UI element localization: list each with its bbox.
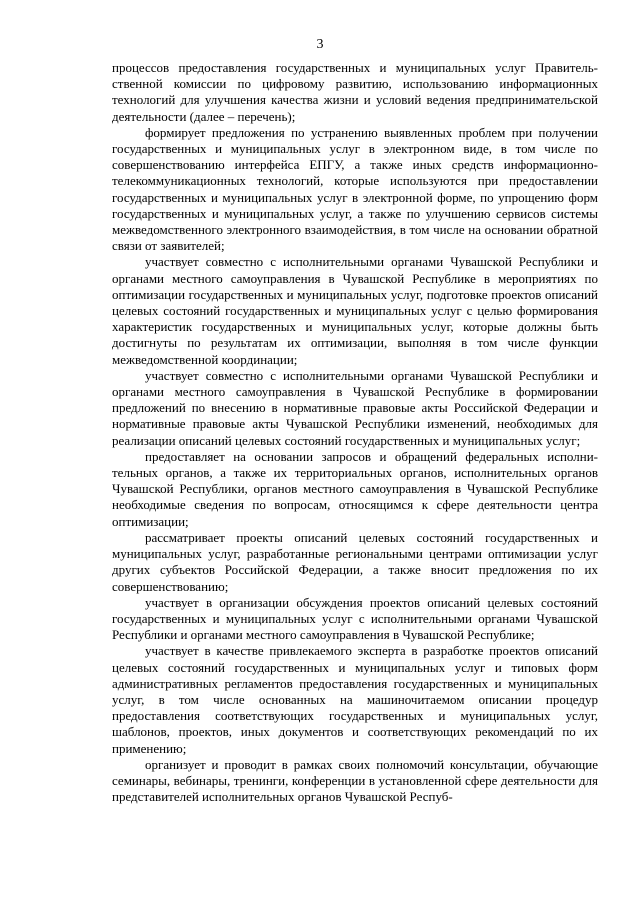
paragraph-consultations: организует и проводит в рамках своих полномочий консультации, обучающие семинары, вебинары, тренинги, конференции в установленной сфере деятельности для представителей исполнительных органов Чувашской Респуб-	[112, 756, 598, 805]
paragraph-legislative-proposals: участвует совместно с исполнительными органами Чувашской Республики и органами местного самоуправления в Чувашской Республике в формировании предложений по внесению в нормативные правовые акты Российской Федерации и нормативные правовые акты Чувашской Республики изменений, необходимых для реализации описаний целевых состояний государственных и муниципальных услуг;	[112, 367, 598, 448]
paragraph-expert-participation: участвует в качестве привлекаемого эксперта в разработке проектов описаний целевых состояний государственных и муниципальных услуг и типовых форм административных регламентов предоставления государственных и муниципальных услуг, в том числе основанных на машиночитаемом описании процедур предоставления соответствующих государственных и муниципальных услуг, шаблонов, проектов, иных документов и соответствующих рекомендаций по их применению;	[112, 643, 598, 756]
paragraph-discussion-organization: участвует в организации обсуждения проектов описаний целевых состояний государственных и муниципальных услуг с исполнительными органами Чувашской Республики и органами местного самоуправления в Чувашской Республике;	[112, 594, 598, 643]
paragraph-review-projects: рассматривает проекты описаний целевых состояний государственных и муниципальных услуг, разработанные региональными центрами оптимизации услуг других субъектов Российской Федерации, а также вносит предложения по их совершенствованию;	[112, 529, 598, 594]
paragraph-information-provision: предоставляет на основании запросов и обращений федеральных исполнительных органов, а также их территориальных органов, исполнительных органов Чувашской Республики, органов местного самоуправления в Чувашской Республике необходимые сведения по вопросам, относящимся к сфере деятельности центра оптимизации;	[112, 448, 598, 529]
document-body	[112, 60, 598, 805]
paragraph-proposals: формирует предложения по устранению выявленных проблем при получении государственных и муниципальных услуг в электронном виде, в том числе по совершенствованию интерфейса ЕПГУ, а также иных средств информационно-телекоммуникационных технологий, которые используются при предоставлении государственных и муниципальных услуг в электронной форме, по упрощению форм государственных и муниципальных услуг, а также по улучшению сервисов системы межведомственного электронного взаимодействия, в том числе на основании обратной связи от заявителей;	[112, 124, 598, 254]
page-number: 3	[316, 37, 324, 52]
paragraph-optimization-participation: участвует совместно с исполнительными органами Чувашской Республики и органами местного самоуправления в Чувашской Республике в мероприятиях по оптимизации государственных и муниципальных услуг, подготовке проектов описаний целевых состояний государственных и муниципальных услуг с целью формирования характеристик государственных и муниципальных услуг, которые должны быть достигнуты по результатам их оптимизации, выполняя в том числе функции межведомственной координации;	[112, 254, 598, 367]
paragraph-continuation: процессов предоставления государственных и муниципальных услуг Правительственной комиссии по цифровому развитию, использованию информационных технологий для улучшения качества жизни и условий ведения предпринимательской деятельности (далее – перечень);	[112, 60, 598, 124]
